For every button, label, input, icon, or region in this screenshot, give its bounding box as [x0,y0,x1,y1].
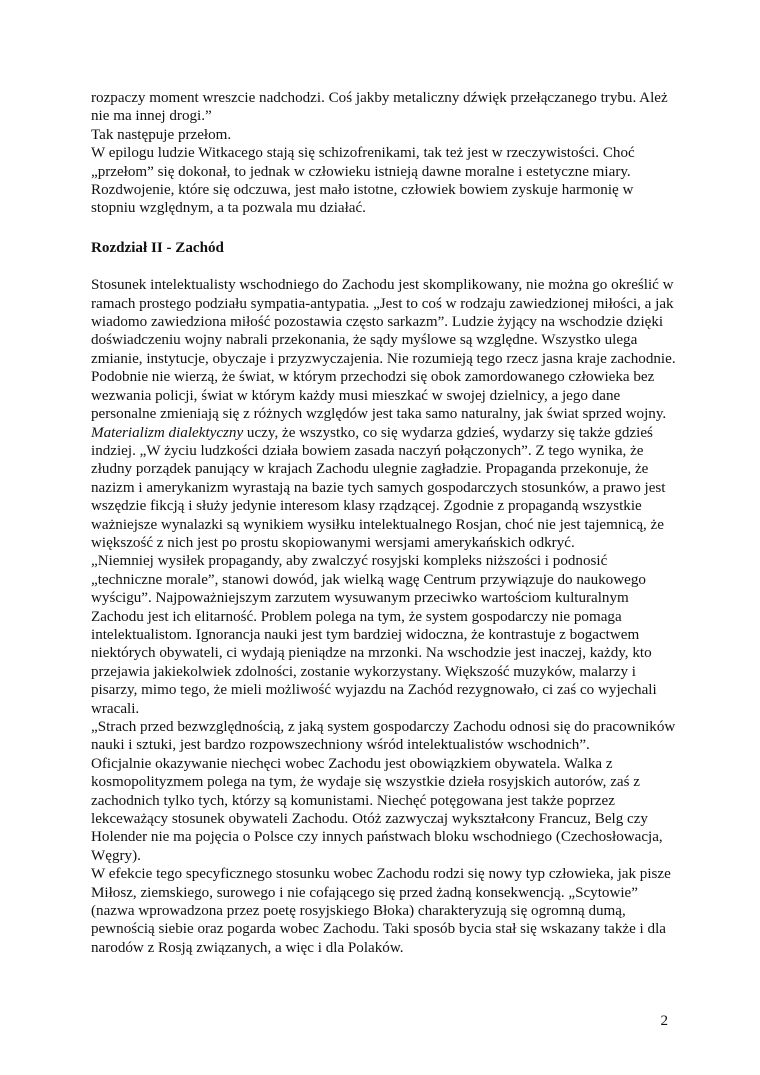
paragraph-text: „Strach przed bezwzględnością, z jaką system gospodarczy Zachodu odnosi się do pracowników nauki i sztuki, jest bardzo rozpowszechniony wśród intelektualistów wschodnich”. [91,719,676,754]
paragraph [91,276,677,423]
paragraph-text: Oficjalnie okazywanie niechęci wobec Zachodu jest obowiązkiem obywatela. Walka z kosmopolityzmem polega na tym, że wydaje się wszystkie dzieła rosyjskich autorów, zaś z zachodnich tylko tych, którzy są komunistami. Niechęć potęgowana jest także poprzez lekceważący stosunek obywateli Zachodu. Otóż zazwyczaj wykształcony Francuz, Belg czy Holender nie ma pojęcia o Polsce czy innych państwach bloku wschodniego (Czechosłowacja, Węgry). [91,755,663,864]
page-number: 2 [660,1013,668,1029]
paragraph-text: uczy, że wszystko, co się wydarza gdzieś, wydarzy się także gdzieś indziej. „W życiu ludzkości działa bowiem zasada naczyń połączonych”. Z tego wynika, że złudny porządek panujący w krajach Zachodu ulegnie zagładzie. Propaganda przekonuje, że nazizm i amerykanizm wyrastają na bazie tych samych gospodarczych stosunków, a prawo jest wszędzie fikcją i służy jedynie interesom klasy rządzącej. Zgodnie z propagandą wszystkie ważniejsze wynalazki są wynikiem wysiłku intelektualnego Rosjan, choć nie jest tajemnicą, że większość z nich jest po prostu skopiowanymi wersjami amerykańskich odkryć. [91,424,666,551]
paragraph: W epilogu ludzie Witkacego stają się schizofrenikami, tak też jest w rzeczywistości. Choć „przełom” się dokonał, to jednak w człowieku istnieją dawne moralne i estetyczne miary. Rozdwojenie, które się odczuwa, jest mało istotne, człowiek bowiem zyskuje harmonię w stopniu względnym, a ta pozwala mu działać. [91,145,635,217]
paragraph: Tak następuje przełom. [91,126,232,143]
chapter-heading: Rozdział II - Zachód [91,239,224,256]
paragraph-text: W efekcie tego specyficznego stosunku wobec Zachodu rodzi się nowy typ człowieka, jak pisze Miłosz, ziemskiego, surowego i nie cofającego się przed żadną konsekwencją. „Scytowie” (nazwa wprowadzona przez poetę rosyjskiego Błoka) charakteryzują się ogromną dumą, pewnością siebie oraz pogarda wobec Zachodu. Taki sposób bycia stał się wskazany także i dla narodów z Rosją związanych, a więc i dla Polaków. [91,866,671,956]
paragraph [91,755,677,865]
paragraph [91,865,677,957]
italic-term: Materializm dialektyczny [91,424,244,441]
paragraph-text: „Niemniej wysiłek propagandy, aby zwalczyć rosyjski kompleks niższości i podnosić „techniczne morale”, stanowi dowód, jak wielką wagę Centrum przywiązuje do naukowego wyścigu”. Najpoważniejszym zarzutem wysuwanym przeciwko wartościom kulturalnym Zachodu jest ich elitarność. Problem polega na tym, że system gospodarczy nie pomaga intelektualistom. Ignorancja nauki jest tym bardziej widoczna, że kontrastuje z bogactwem niektórych obywateli, ci wydają pieniądze na mrzonki. Na wschodzie jest inaczej, każdy, kto przejawia jakiekolwiek zdolności, zostanie wykorzystany. Większość muzyków, malarzy i pisarzy, mimo tego, że mieli możliwość wyjazdu na Zachód rezygnowało, ci zaś co wyjechali wracali. [91,553,657,717]
paragraph [91,424,677,553]
paragraph: rozpaczy moment wreszcie nadchodzi. Coś jakby metaliczny dźwięk przełączanego trybu. Ależ nie ma innej drogi.” [91,90,668,125]
document-page [91,89,677,957]
paragraph-text: Stosunek intelektualisty wschodniego do Zachodu jest skomplikowany, nie można go określić w ramach prostego podziału sympatia-antypatia. „Jest to coś w rodzaju zawiedzionej miłości, a jak wiadomo zawiedziona miłość pozostawia często sarkazm”. Ludzie żyjący na wschodzie dzięki doświadczeniu wojny nabrali przekonania, że sądy myślowe są względne. Wszystko ulega zmianie, instytucje, obyczaje i przyzwyczajenia. Nie rozumieją tego rzecz jasna kraje zachodnie. Podobnie nie wierzą, że świat, w którym przechodzi się obok zamordowanego człowieka bez wezwania policji, świat w którym każdy musi mieszkać w swojej dzielnicy, a jego dane personalne zmieniają się z różnych względów jest taka samo naturalny, jak świat sprzed wojny. [91,277,676,423]
paragraph [91,718,677,755]
paragraph [91,552,677,718]
